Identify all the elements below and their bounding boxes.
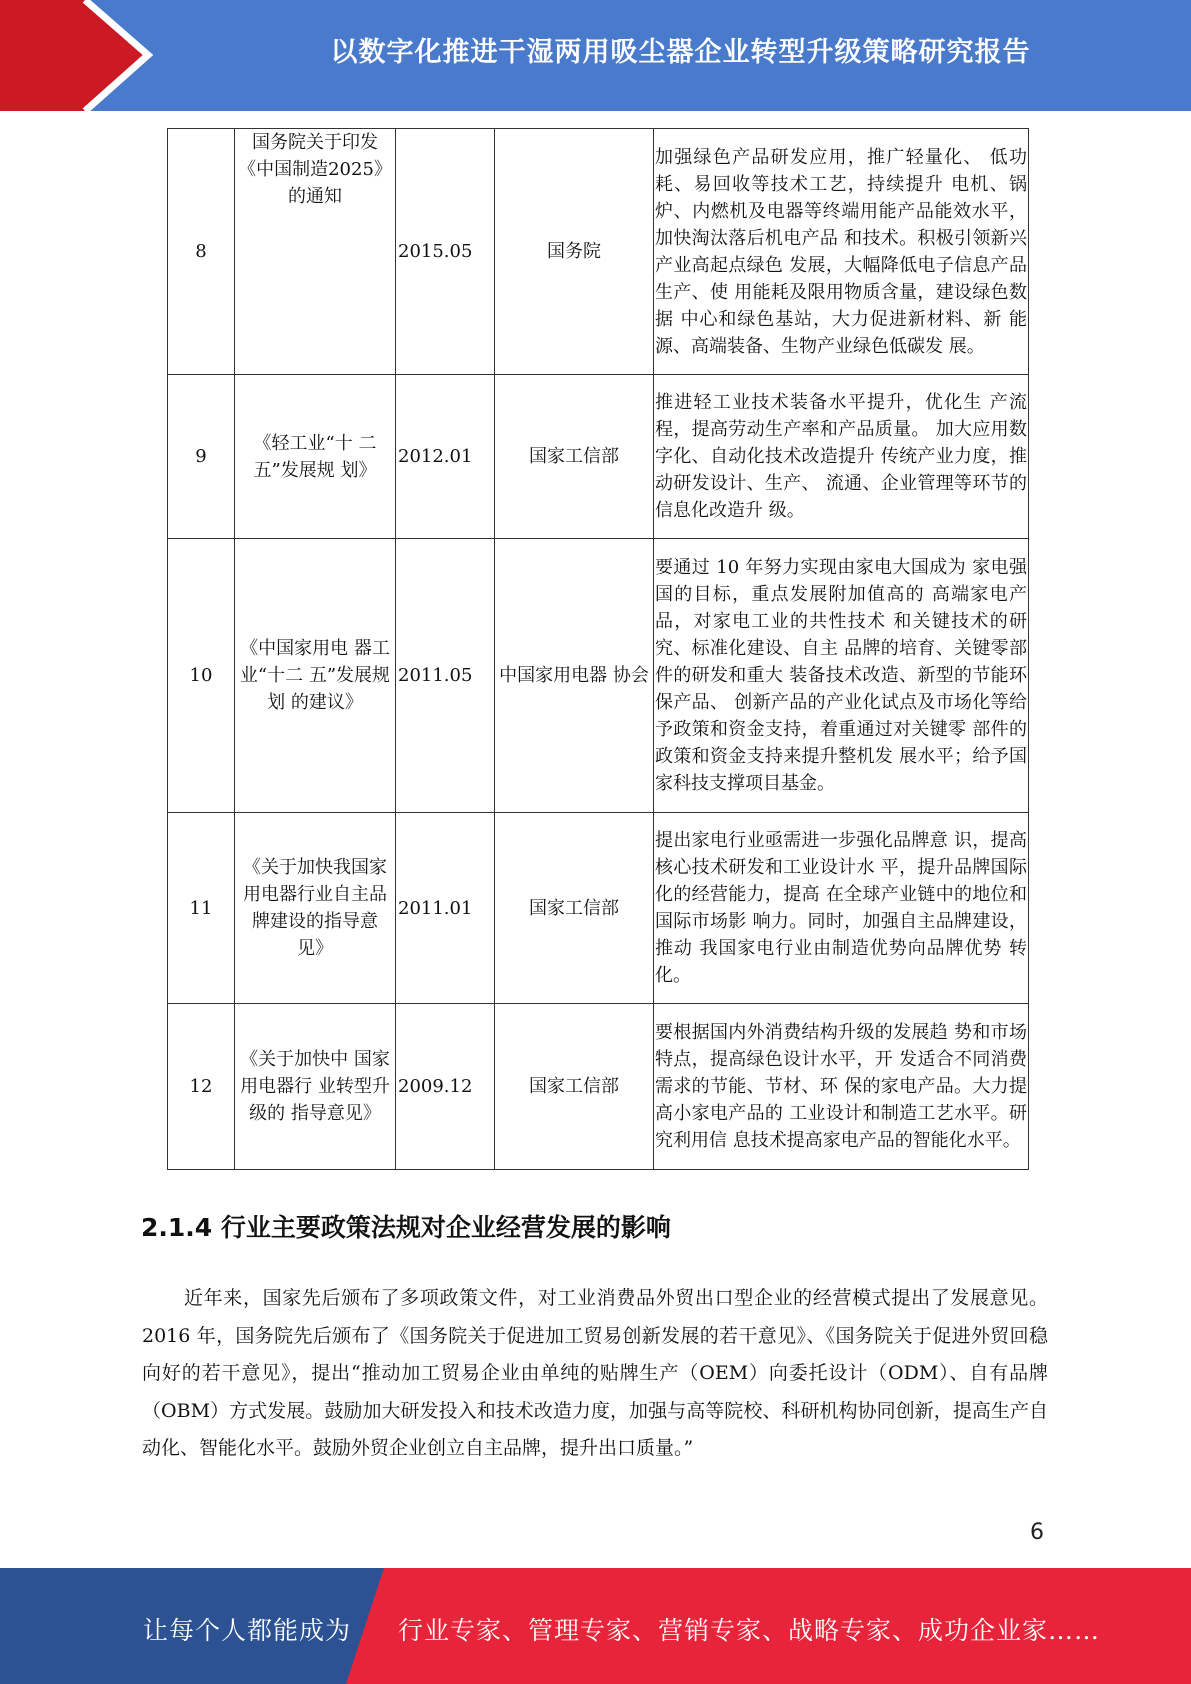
table-row [168,539,1029,813]
policy-name: 《关于加快中 国家用电器行 业转型升级的 指导意见》 [235,1004,396,1170]
table-row [168,1004,1029,1170]
page-footer [0,1568,1191,1684]
policy-date: 2011.01 [396,813,495,1004]
policy-content: 加强绿色产品研发应用，推广轻量化、 低功耗、易回收等技术工艺，持续提升 电机、锅炉、内燃机及电器等终端用能产品能效水平，加快淘汰落后机电产品 和技术。积极引领新兴产业高起点绿色 发展，大幅降低电子信息产品生产、使 用能耗及限用物质含量，建设绿色数据 中心和绿色基站，大力促进新材料、新 能源、高端装备、生物产业绿色低碳发 展。 [654,129,1029,375]
footer-slogan-left: 让每个人都能成为 [143,1616,352,1645]
policy-name: 《中国家用电 器工业“十二 五”发展规划 的建议》 [235,539,396,813]
page-number: 6 [1030,1520,1044,1545]
footer-slogan-right: 行业专家、管理专家、营销专家、战略专家、成功企业家…… [398,1616,1101,1645]
policy-content: 推进轻工业技术装备水平提升，优化生 产流程，提高劳动生产率和产品质量。 加大应用数字化、自动化技术改造提升 传统产业力度，推动研发设计、生产、 流通、企业管理等环节的信息化改造升 级。 [654,375,1029,539]
policy-name: 国务院关于印发《中国制造2025》的通知 [235,129,396,375]
table-row [168,813,1029,1004]
policy-content: 提出家电行业亟需进一步强化品牌意 识，提高核心技术研发和工业设计水 平，提升品牌国际化的经营能力，提高 在全球产业链中的地位和国际市场影 响力。同时，加强自主品牌建设，推动 我国家电行业由制造优势向品牌优势 转化。 [654,813,1029,1004]
table-row [168,129,1029,375]
policy-table [167,128,1029,1170]
row-number: 9 [168,375,235,539]
table-row [168,375,1029,539]
issuing-organization: 国务院 [495,129,654,375]
policy-date: 2012.01 [396,375,495,539]
row-number: 10 [168,539,235,813]
row-number: 11 [168,813,235,1004]
policy-name: 《轻工业“十 二五”发展规 划》 [235,375,396,539]
issuing-organization: 国家工信部 [495,1004,654,1170]
policy-name: 《关于加快我国家用电器行业自主品牌建设的指导意 见》 [235,813,396,1004]
policy-date: 2009.12 [396,1004,495,1170]
policy-date: 2011.05 [396,539,495,813]
row-number: 12 [168,1004,235,1170]
body-paragraph: 近年来，国家先后颁布了多项政策文件，对工业消费品外贸出口型企业的经营模式提出了发展意见。2016 年，国务院先后颁布了《国务院关于促进加工贸易创新发展的若干意见》、《国务院关于促进外贸回稳向好的若干意见》，提出“推动加工贸易企业由单纯的贴牌生产（OEM）向委托设计（ODM）、自有品牌（OBM）方式发展。鼓励加大研发投入和技术改造力度，加强与高等院校、科研机构协同创新，提高生产自动化、智能化水平。鼓励外贸企业创立自主品牌，提升出口质量。” [142,1287,1048,1459]
policy-date: 2015.05 [396,129,495,375]
page-header [0,0,1191,111]
report-title: 以数字化推进干湿两用吸尘器企业转型升级策略研究报告 [330,37,1031,68]
policy-content: 要通过 10 年努力实现由家电大国成为 家电强国的目标，重点发展附加值高的 高端家电产品，对家电工业的共性技术 和关键技术的研究、标准化建设、自主 品牌的培育、关键零部件的研发和重大 装备技术改造、新型的节能环保产品、 创新产品的产业化试点及市场化等给 予政策和资金支持，着重通过对关键零 部件的政策和资金支持来提升整机发 展水平；给予国家科技支撑项目基金。 [654,539,1029,813]
policy-content: 要根据国内外消费结构升级的发展趋 势和市场特点，提高绿色设计水平，开 发适合不同消费需求的节能、节材、环 保的家电产品。大力提高小家电产品的 工业设计和制造工艺水平。研究利用信 息技术提高家电产品的智能化水平。 [654,1004,1029,1170]
issuing-organization: 国家工信部 [495,813,654,1004]
row-number: 8 [168,129,235,375]
section-heading: 2.1.4 行业主要政策法规对企业经营发展的影响 [141,1213,671,1242]
issuing-organization: 中国家用电器 协会 [495,539,654,813]
issuing-organization: 国家工信部 [495,375,654,539]
